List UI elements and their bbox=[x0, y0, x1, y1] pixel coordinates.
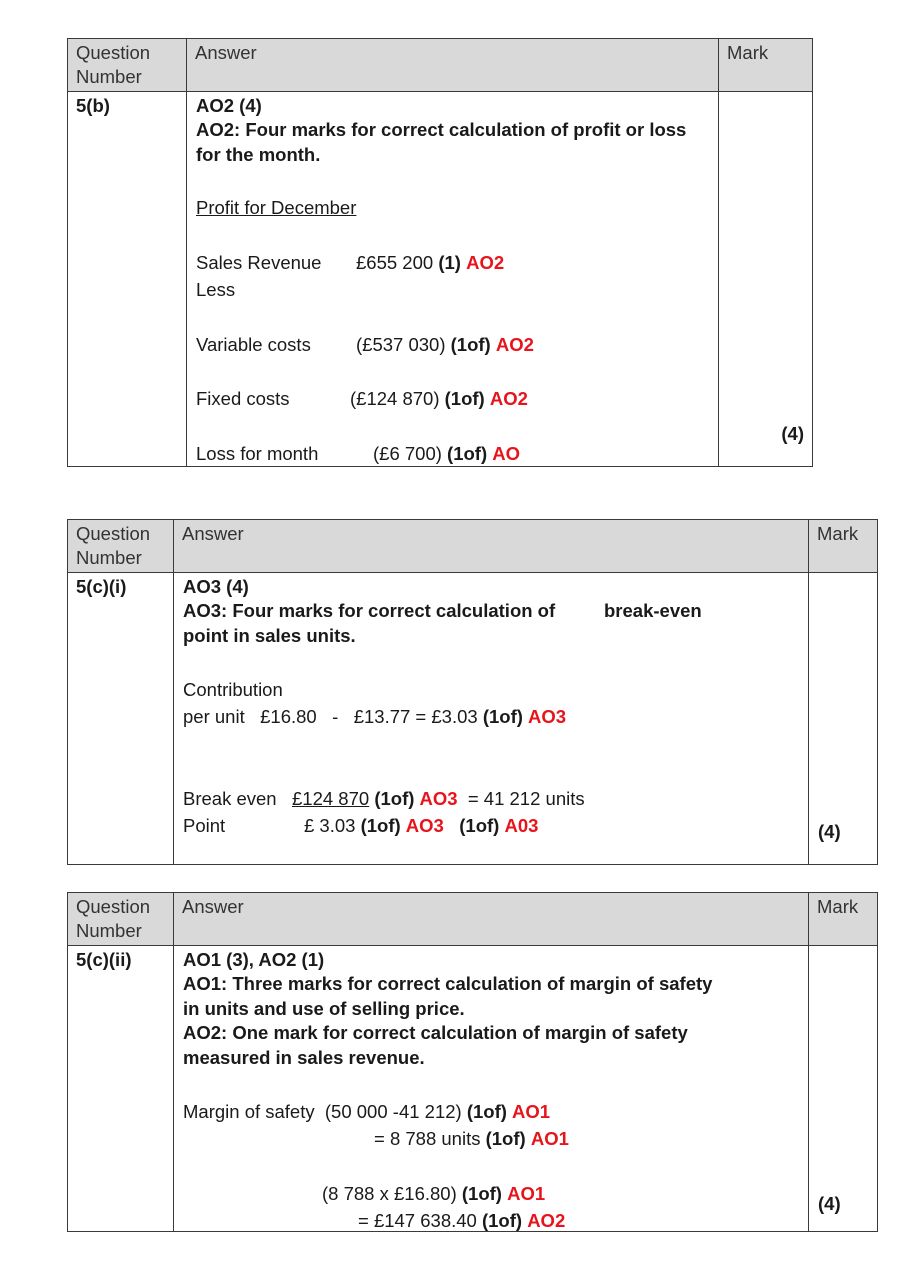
variable-costs-value: (£537 030) bbox=[356, 334, 446, 355]
point-row bbox=[304, 814, 538, 838]
ao-tag: AO1 bbox=[512, 1101, 551, 1122]
ao-tag-2: A03 bbox=[504, 815, 539, 836]
mark-cell bbox=[809, 573, 878, 865]
mark-award: (1of) bbox=[450, 334, 491, 355]
contribution-calc: per unit £16.80 - £13.77 = £3.03 bbox=[183, 706, 478, 727]
header-question-number: Question Number bbox=[68, 520, 174, 573]
mark-award: (1of) bbox=[482, 706, 523, 727]
mark-description: AO3: Four marks for correct calculation of bbox=[183, 600, 556, 621]
mark-award: (1of) bbox=[485, 1128, 526, 1149]
break-even-result: = 41 212 units bbox=[467, 788, 585, 809]
fixed-costs-value: (£124 870) bbox=[350, 388, 440, 409]
header-answer: Answer bbox=[174, 520, 809, 573]
question-number: 5(c)(ii) bbox=[68, 946, 174, 1232]
mark-description-2-cont: measured in sales revenue. bbox=[183, 1047, 425, 1068]
sales-revenue-label: Sales Revenue bbox=[196, 252, 322, 273]
ao-tag: AO2 bbox=[466, 252, 505, 273]
margin-units-result: = 8 788 units bbox=[374, 1128, 481, 1149]
question-number: 5(c)(i) bbox=[68, 573, 174, 865]
ao-tag: AO2 bbox=[527, 1210, 566, 1231]
loss-label: Loss for month bbox=[196, 443, 319, 464]
mark-award: (1of) bbox=[374, 788, 415, 809]
mark-award: (1of) bbox=[481, 1210, 523, 1231]
total-mark: (4) bbox=[818, 821, 841, 842]
header-question-number: Question Number bbox=[68, 893, 174, 946]
header-answer: Answer bbox=[187, 39, 719, 92]
mark-cell bbox=[809, 946, 878, 1232]
total-mark: (4) bbox=[818, 1193, 841, 1214]
mark-description-cont: for the month. bbox=[196, 144, 321, 165]
answer-cell bbox=[174, 946, 809, 1232]
fixed-costs-row bbox=[350, 387, 528, 411]
break-even-row bbox=[292, 787, 585, 811]
mark-description-cont: in units and use of selling price. bbox=[183, 998, 465, 1019]
mark-scheme-table-5b bbox=[67, 38, 813, 467]
question-number: 5(b) bbox=[68, 92, 187, 467]
mark-scheme-table-5cii bbox=[67, 892, 878, 1232]
fixed-costs-numerator: £124 870 bbox=[292, 788, 370, 809]
ao-tag: AO1 bbox=[530, 1128, 569, 1149]
mark-award: (1of) bbox=[447, 443, 488, 464]
header-question-number: Question Number bbox=[68, 39, 187, 92]
header-mark: Mark bbox=[719, 39, 813, 92]
mark-description-cont: point in sales units. bbox=[183, 625, 356, 646]
mark-description: AO2: Four marks for correct calculation of profit or loss bbox=[196, 119, 687, 140]
contribution-label: Contribution bbox=[183, 679, 283, 700]
ao-tag: AO2 bbox=[489, 388, 528, 409]
mark-scheme-table-5ci bbox=[67, 519, 878, 865]
break-even-label: Break even bbox=[183, 788, 277, 809]
margin-revenue-result: = £147 638.40 bbox=[358, 1210, 477, 1231]
ao-tag: AO3 bbox=[419, 788, 458, 809]
margin-units-row bbox=[374, 1127, 569, 1151]
mark-description-end: break-even bbox=[604, 600, 702, 621]
variable-costs-row bbox=[356, 333, 534, 357]
contribution-row bbox=[183, 705, 566, 729]
margin-of-safety-calc: Margin of safety (50 000 -41 212) bbox=[183, 1101, 462, 1122]
ao-allocation: AO2 (4) bbox=[196, 95, 262, 116]
margin-revenue-row bbox=[358, 1209, 565, 1233]
answer-cell bbox=[174, 573, 809, 865]
ao-allocation: AO3 (4) bbox=[183, 576, 249, 597]
point-label: Point bbox=[183, 815, 226, 836]
sales-revenue-value: £655 200 bbox=[356, 252, 434, 273]
ao-tag: AO bbox=[492, 443, 521, 464]
mark-description: AO1: Three marks for correct calculation of margin of safety bbox=[183, 973, 713, 994]
ao-tag: AO2 bbox=[495, 334, 534, 355]
variable-costs-label: Variable costs bbox=[196, 334, 311, 355]
ao-tag: AO1 bbox=[507, 1183, 546, 1204]
header-mark: Mark bbox=[809, 893, 878, 946]
mark-award: (1of) bbox=[444, 388, 485, 409]
statement-title: Profit for December bbox=[196, 197, 357, 218]
margin-of-safety-row bbox=[183, 1100, 550, 1124]
mark-award-2: (1of) bbox=[459, 815, 500, 836]
loss-row bbox=[373, 442, 520, 466]
answer-cell bbox=[187, 92, 719, 467]
header-answer: Answer bbox=[174, 893, 809, 946]
loss-value: (£6 700) bbox=[373, 443, 442, 464]
margin-revenue-calc: (8 788 x £16.80) bbox=[322, 1183, 457, 1204]
contribution-denominator: £ 3.03 bbox=[304, 815, 356, 836]
mark-description-2: AO2: One mark for correct calculation of margin of safety bbox=[183, 1022, 688, 1043]
mark-award: (1of) bbox=[360, 815, 401, 836]
mark-award: (1) bbox=[438, 252, 461, 273]
fixed-costs-label: Fixed costs bbox=[196, 388, 290, 409]
sales-revenue-row bbox=[356, 251, 504, 275]
header-mark: Mark bbox=[809, 520, 878, 573]
mark-award: (1of) bbox=[461, 1183, 502, 1204]
ao-tag: AO3 bbox=[528, 706, 567, 727]
mark-cell bbox=[719, 92, 813, 467]
total-mark: (4) bbox=[781, 423, 804, 444]
less-label: Less bbox=[196, 279, 236, 300]
ao-tag: AO3 bbox=[405, 815, 444, 836]
mark-award: (1of) bbox=[466, 1101, 507, 1122]
ao-allocation: AO1 (3), AO2 (1) bbox=[183, 949, 325, 970]
margin-revenue-calc-row bbox=[322, 1182, 545, 1206]
